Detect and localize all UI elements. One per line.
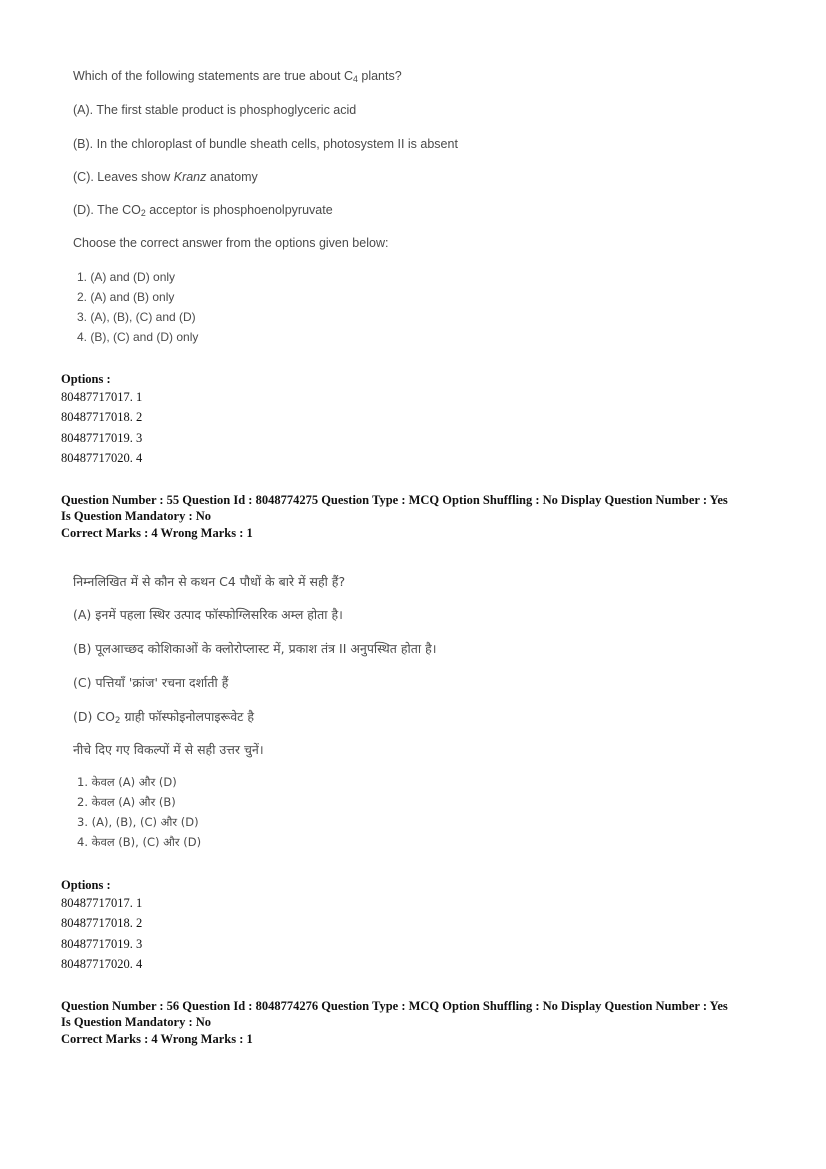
option-id-4: 80487717020. 4 bbox=[61, 451, 143, 465]
question-stem: निम्नलिखित में से कौन से कथन C4 पौधों के बारे में सही हैं? bbox=[73, 574, 346, 589]
statement-d: (D). The $CO_2$ acceptor is phosphoenolpyruvate bbox=[73, 203, 333, 218]
statement-d: (D) $CO_2$ ग्राही फॉस्फोइनोलपाइरूवेट है bbox=[73, 709, 255, 726]
instruction-text: नीचे दिए गए विकल्पों में से सही उत्तर चुनें। bbox=[73, 742, 264, 757]
choice-2: 2. (A) and (B) only bbox=[77, 290, 175, 304]
choice-4: 4. केवल (B), (C) और (D) bbox=[77, 835, 202, 849]
option-id-3: 80487717019. 3 bbox=[61, 937, 143, 951]
mandatory-line: Is Question Mandatory : No bbox=[61, 509, 212, 523]
choice-1: 1. (A) and (D) only bbox=[77, 270, 176, 284]
option-id-1: 80487717017. 1 bbox=[61, 390, 143, 404]
choice-4: 4. (B), (C) and (D) only bbox=[77, 330, 199, 344]
choice-1: 1. केवल (A) और (D) bbox=[77, 775, 177, 789]
statement-b: (B). In the chloroplast of bundle sheath cells, photosystem II is absent bbox=[73, 137, 458, 151]
choice-3: 3. (A), (B), (C) और (D) bbox=[77, 815, 199, 829]
statement-b: (B) पूलआच्छद कोशिकाओं के क्लोरोप्लास्ट में, प्रकाश तंत्र II अनुपस्थित होता है। bbox=[73, 641, 437, 656]
options-label: Options : bbox=[61, 372, 111, 386]
question-info-line: Question Number : 55 Question Id : 8048774275 Question Type : MCQ Option Shuffling : No Display Question Number : Yes bbox=[61, 493, 728, 507]
choice-2: 2. केवल (A) और (B) bbox=[77, 795, 176, 809]
statement-c: (C) पत्तियाँ 'क्रांज' रचना दर्शाती हैं bbox=[73, 675, 229, 690]
choice-3: 3. (A), (B), (C) and (D) bbox=[77, 310, 196, 324]
question-stem: Which of the following statements are true about $C_4$ plants? bbox=[73, 69, 402, 84]
statement-a: (A). The first stable product is phosphoglyceric acid bbox=[73, 103, 357, 117]
marks-line: Correct Marks : 4 Wrong Marks : 1 bbox=[61, 526, 253, 540]
option-id-2: 80487717018. 2 bbox=[61, 410, 143, 424]
instruction-text: Choose the correct answer from the options given below: bbox=[73, 236, 389, 250]
option-id-4: 80487717020. 4 bbox=[61, 957, 143, 971]
mandatory-line: Is Question Mandatory : No bbox=[61, 1015, 212, 1029]
option-id-1: 80487717017. 1 bbox=[61, 896, 143, 910]
statement-a: (A) इनमें पहला स्थिर उत्पाद फॉस्फोग्लिसरिक अम्ल होता है। bbox=[73, 607, 343, 622]
statement-c: (C). Leaves show Kranz anatomy bbox=[73, 170, 258, 184]
option-id-2: 80487717018. 2 bbox=[61, 916, 143, 930]
marks-line: Correct Marks : 4 Wrong Marks : 1 bbox=[61, 1032, 253, 1046]
options-label: Options : bbox=[61, 878, 111, 892]
question-info-line: Question Number : 56 Question Id : 8048774276 Question Type : MCQ Option Shuffling : No Display Question Number : Yes bbox=[61, 999, 728, 1013]
option-id-3: 80487717019. 3 bbox=[61, 431, 143, 445]
